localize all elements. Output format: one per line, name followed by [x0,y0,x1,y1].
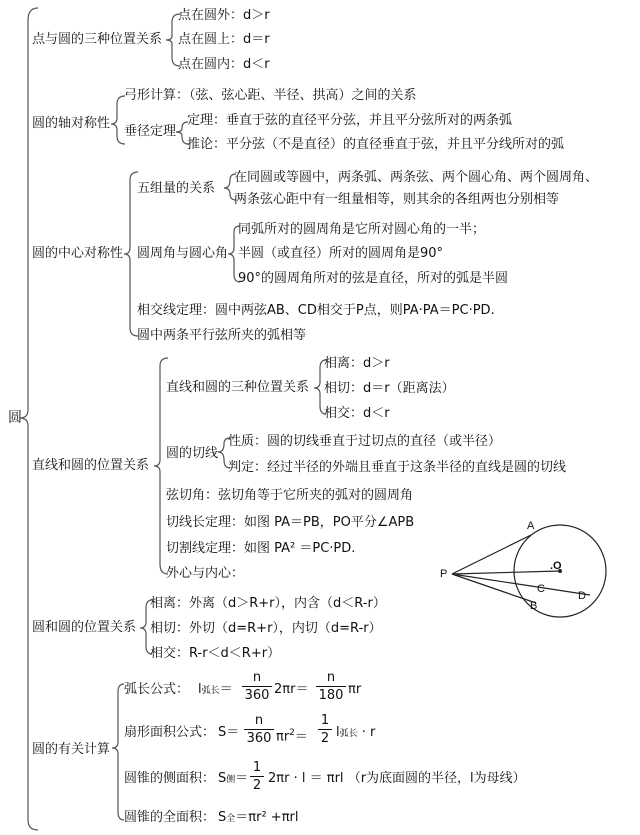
sector-frac-2: 1 2 [318,713,332,746]
sec4-title: 直线和圆的位置关系 [32,458,150,473]
perp-title: 垂径定理 [124,124,177,139]
three-item-2: 相切：d＝r（距离法） [324,381,455,396]
secant-theorem: 切割线定理：如图 PA² ＝PC·PD. [166,541,356,556]
tangent-length: 切线长定理：如图 PA＝PB，PO平分∠APB [166,515,415,530]
perp-theorem: 定理：垂直于弦的直径平分弦，并且平分弦所对的两条弧 [187,113,513,128]
cone-side-label: 圆锥的侧面积： [124,771,216,786]
chord-theorem: 相交线定理：圆中两弦AB、CD相交于P点，则PA·PA＝PC·PD. [137,303,495,318]
arc-len-pir: πr [348,682,362,697]
sec6-title: 圆的有关计算 [32,742,111,757]
three-title: 直线和圆的三种位置关系 [166,380,310,395]
arc-len-label: 弧长公式： [124,682,190,697]
parallel-chords: 圆中两条平行弦所夹的弧相等 [137,328,307,343]
label-O: .O [550,560,562,572]
chord-angle: 弦切角：弦切角等于它所夹的弧对的圆周角 [166,488,414,503]
cone-side-sym: S侧＝ [218,771,249,786]
sec6-brace [112,684,124,820]
perp-corollary: 推论：平分弦（不是直径）的直径垂直于弦，并且平分线所对的弧 [187,137,565,152]
sector-pir2: $\pi r^2=$ [276,728,308,745]
sector-frac-1: n 360 [244,713,274,746]
root-label: 圆 [8,410,22,426]
tangent-judge: 判定：经过半径的外端且垂直于这条半径的直线是圆的切线 [228,460,567,475]
sec1-item-1: 点在圆外：d＞r [178,8,270,23]
sector-lr: l弧长 · r [336,725,376,740]
three-item-3: 相交：d＜r [324,406,390,421]
sector-label: 扇形面积公式： [124,725,216,740]
label-B: B [530,600,538,612]
sec5-item-1: 相离：外离（d＞R+r），内含（d＜R-r） [150,596,386,611]
sec2-brace [111,96,125,144]
arc-len-sym: l弧长＝ [198,682,233,697]
label-A: A [527,520,535,532]
arc-len-2pir: 2πr＝ [274,682,309,697]
sec3-brace [124,172,138,336]
sector-sym: S＝ [218,725,240,740]
angle-line-1: 同弧所对的圆周角是它所对圆心角的一半； [238,222,486,237]
cone-full-formula: S全＝πr² +πrl [218,810,299,825]
angle-line-3: 90°的圆周角所对的弦是直径，所对的弧是半圆 [238,271,509,286]
five-title: 五组量的关系 [137,181,216,196]
arc-len-frac-2: n 180 [316,670,346,703]
cone-side-formula: 2πr · l ＝ πrl （r为底面圆的半径，l为母线） [268,771,526,786]
sec5-item-3: 相交：R-r＜d＜R+r） [150,646,281,661]
sec1-item-3: 点在圆内：d＜r [178,57,270,72]
label-D: D [578,590,586,602]
sec1-title: 点与圆的三种位置关系 [32,32,163,47]
five-line-1: 在同圆或等圆中，两条弧、两条弦、两个圆心角、两个圆周角、 [234,170,599,185]
label-P: P [440,568,448,580]
label-C: C [537,583,545,595]
sec5-title: 圆和圆的位置关系 [32,620,137,635]
cone-side-frac: 1 2 [250,760,264,793]
five-line-2: 两条弦心距中有一组量相等，则其余的各组两也分别相等 [234,192,560,207]
sec2-title: 圆的轴对称性 [32,116,111,131]
tangent-figure [452,525,606,617]
angle-line-2: 半圆（或直径）所对的圆周角是90° [238,246,444,261]
tangent-property: 性质：圆的切线垂直于过切点的直径（或半径） [228,434,502,449]
tangent-title: 圆的切线 [166,446,219,461]
cone-full-label: 圆锥的全面积： [124,810,216,825]
arc-len-frac-1: n 360 [242,670,272,703]
sec1-item-2: 点在圆上：d＝r [178,32,270,47]
angle-title: 圆周角与圆心角 [137,246,229,261]
three-item-1: 相离：d＞r [324,356,390,371]
sec3-title: 圆的中心对称性 [32,246,124,261]
centers: 外心与内心： [166,566,245,581]
arc-calc: 弓形计算：（弦、弦心距、半径、拱高）之间的关系 [124,88,417,103]
sec5-item-2: 相切：外切（d=R+r），内切（d=R-r） [150,621,382,636]
